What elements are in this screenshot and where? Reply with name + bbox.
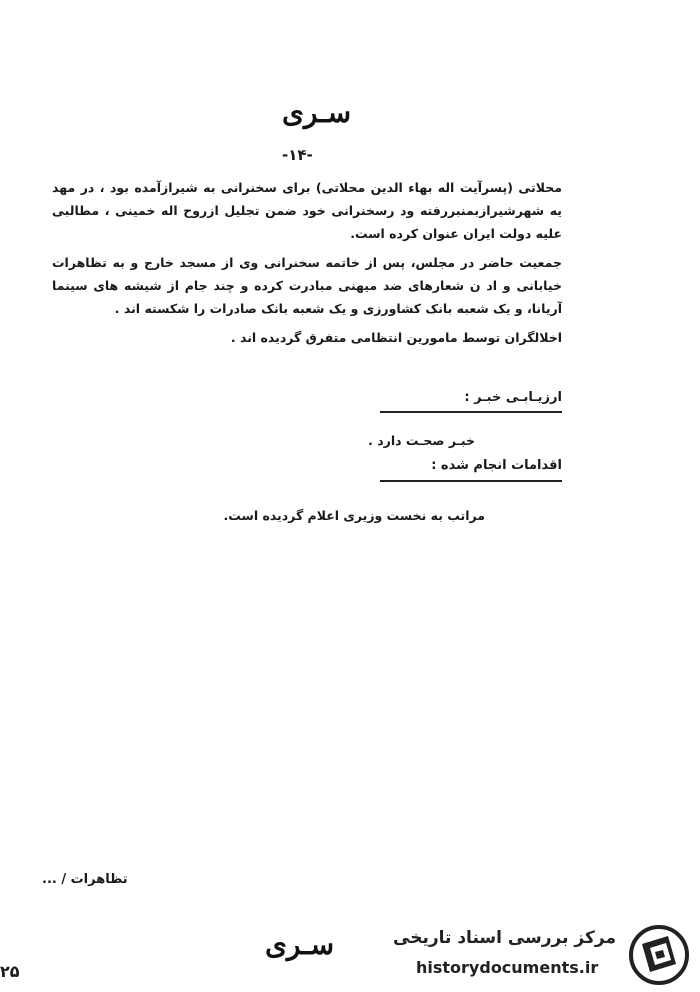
report-body (52, 176, 562, 355)
evaluation-underline (380, 411, 562, 413)
watermark-url: historydocuments.ir (416, 958, 599, 977)
watermark (393, 922, 694, 988)
document-number: ۲۵ (0, 962, 20, 981)
paragraph-speech: محلاتی (پسرآیت اله بهاء الدین محلاتی) برای سخنرانی به شیرازآمده بود ، در مهد یه شهرشیرازبمنبررفته ود رسخنرانی خود ضمن تجلیل ازروح اله خمینی ، مطالبی علیه دولت ایران عنوان کرده است. (52, 180, 562, 241)
evaluation-value: خبـر صحـت دارد . (368, 433, 475, 448)
paragraph-demonstration: جمعیت حاضر در مجلس، پس از خاتمه سخنرانی وی از مسجد خارج و به تظاهرات خیابانی و اد ن شعارهای ضد میهنی مبادرت کرده و چند جام از شیشه های سینما آریانا، و یک شعبه بانک کشاورزی و یک شعبه بانک صادرات را شکسته اند . (52, 255, 562, 316)
evaluation-label: ارزیـابـی خبـر : (464, 390, 562, 405)
actions-label: اقدامات انجام شده : (431, 458, 562, 473)
classification-footer: سـری (265, 928, 335, 961)
paragraph-dispersal: اخلالگران توسط مامورین انتظامی متفرق گردیده اند . (230, 330, 562, 345)
archive-center-logo-icon (628, 924, 690, 986)
actions-value: مراتب به نخست وزیری اعلام گردیده است. (223, 508, 485, 523)
watermark-title: مرکز بررسی اسناد تاریخی (393, 928, 616, 948)
page-number: -۱۴- (282, 146, 313, 164)
classification-header: سـری (282, 96, 352, 129)
actions-underline (380, 480, 562, 482)
footer-note: تظاهرات / ... (42, 872, 128, 887)
